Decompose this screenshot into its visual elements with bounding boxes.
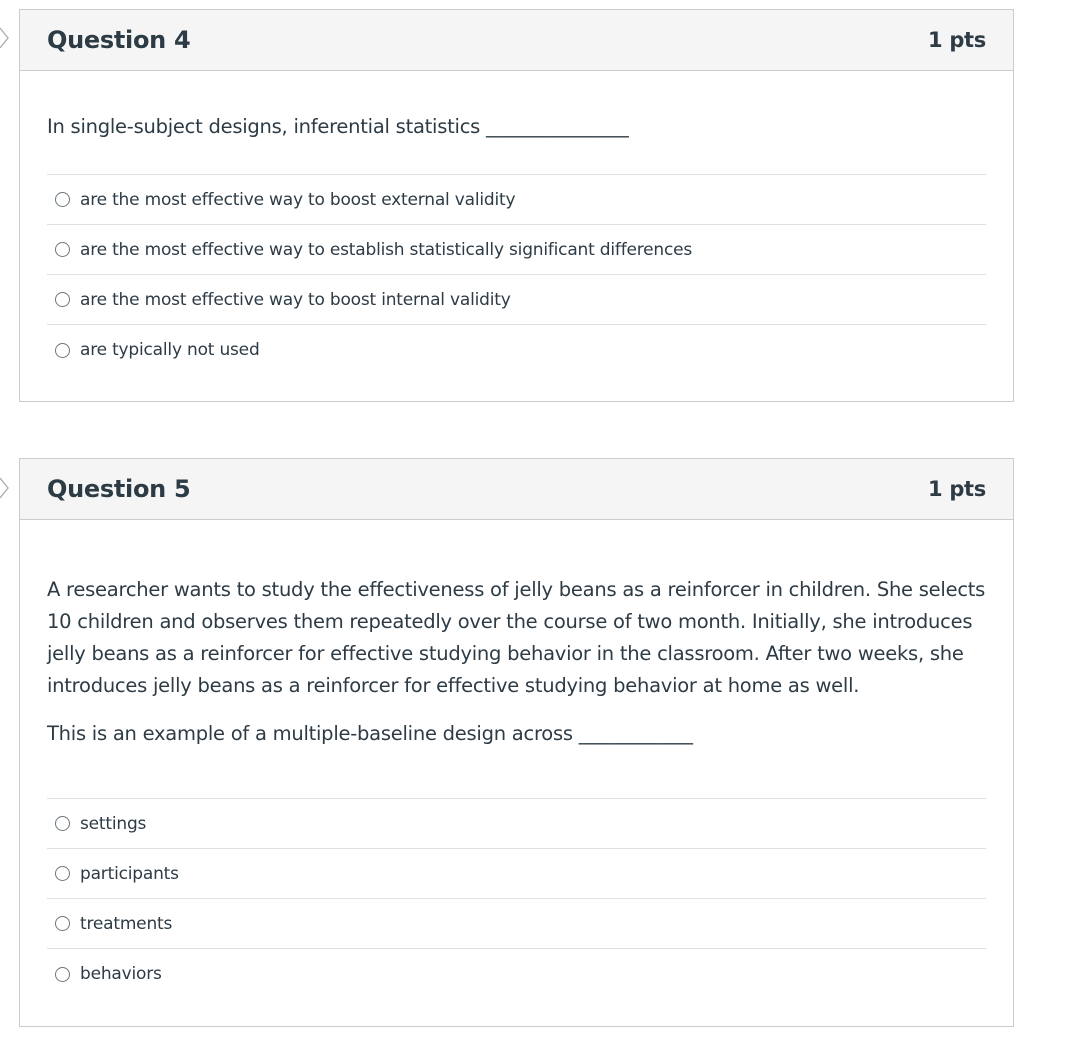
- radio-button[interactable]: [55, 192, 70, 207]
- answer-option[interactable]: [47, 175, 986, 225]
- answer-label[interactable]: are the most effective way to establish statistically significant differences: [80, 239, 693, 260]
- radio-button[interactable]: [55, 916, 70, 931]
- question-text: In single-subject designs, inferential statistics _______________: [47, 115, 629, 138]
- answer-option[interactable]: [47, 275, 986, 325]
- answer-label[interactable]: settings: [80, 813, 147, 834]
- answer-list: [47, 798, 986, 999]
- question-title: Question 4: [47, 26, 191, 54]
- answer-label[interactable]: are the most effective way to boost external validity: [80, 189, 516, 210]
- flag-question-icon[interactable]: [0, 26, 10, 50]
- question-title: Question 5: [47, 475, 191, 503]
- question-header: [20, 10, 1013, 71]
- answer-label[interactable]: treatments: [80, 913, 173, 934]
- answer-option[interactable]: [47, 849, 986, 899]
- answer-option[interactable]: [47, 799, 986, 849]
- answer-label[interactable]: are typically not used: [80, 340, 260, 360]
- answer-list: [47, 174, 986, 375]
- question-points: 1 pts: [928, 477, 986, 501]
- question-prompt: This is an example of a multiple-baseline design across ____________: [47, 722, 693, 745]
- radio-button[interactable]: [55, 242, 70, 257]
- radio-button[interactable]: [55, 292, 70, 307]
- question-4-card: [19, 9, 1014, 402]
- question-header: [20, 459, 1013, 520]
- question-5-card: [19, 458, 1014, 1027]
- answer-label[interactable]: are the most effective way to boost internal validity: [80, 289, 511, 310]
- answer-label[interactable]: participants: [80, 863, 179, 884]
- question-text: A researcher wants to study the effectiveness of jelly beans as a reinforcer in children. She selects 10 children and observes them repeatedly over the course of two month. Initially, she introduces jelly beans as a reinforcer for effective studying behavior in the classroom. After two weeks, she introduces jelly beans as a reinforcer for effective studying behavior at home as well.: [47, 578, 986, 697]
- answer-label[interactable]: behaviors: [80, 964, 162, 984]
- flag-question-icon[interactable]: [0, 476, 10, 500]
- question-points: 1 pts: [928, 28, 986, 52]
- answer-option[interactable]: [47, 225, 986, 275]
- radio-button[interactable]: [55, 343, 70, 358]
- radio-button[interactable]: [55, 967, 70, 982]
- answer-option[interactable]: [47, 325, 986, 375]
- radio-button[interactable]: [55, 816, 70, 831]
- answer-option[interactable]: [47, 949, 986, 999]
- answer-option[interactable]: [47, 899, 986, 949]
- radio-button[interactable]: [55, 866, 70, 881]
